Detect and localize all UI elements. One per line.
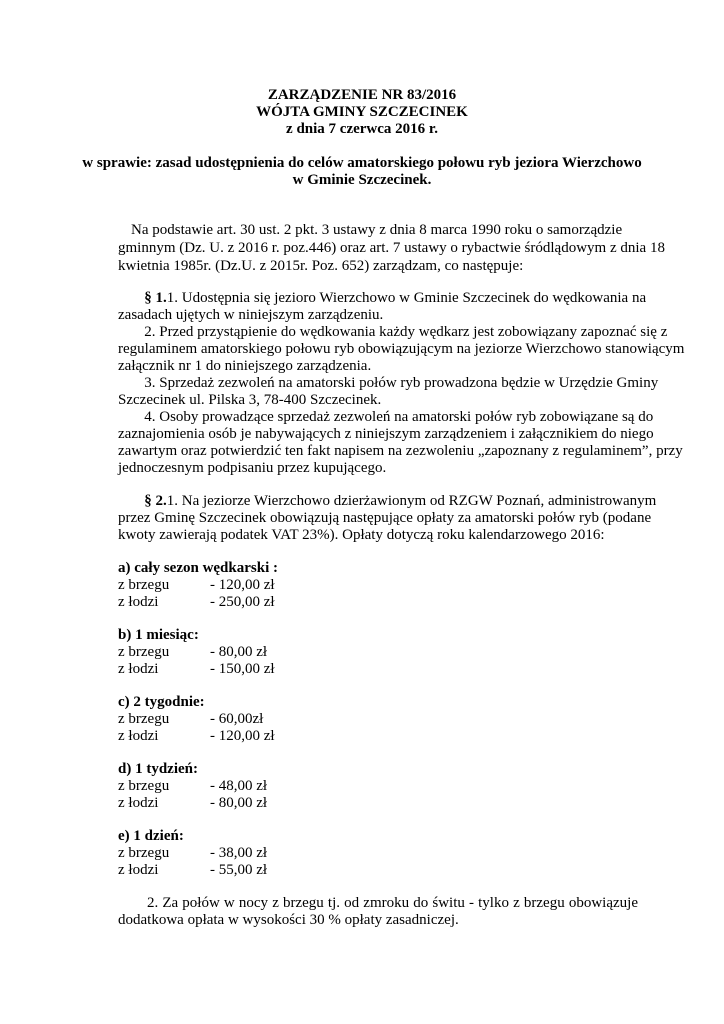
fee-value: - 250,00 zł <box>210 594 275 610</box>
preamble-line-3: kwietnia 1985r. (Dz.U. z 2015r. Poz. 652) zarządzam, co następuje: <box>118 258 524 274</box>
s1-line-7: Szczecinek ul. Pilska 3, 78-400 Szczecinek. <box>118 392 382 408</box>
night-line-2: dodatkowa opłata w wysokości 30 % opłaty zasadniczej. <box>118 912 459 928</box>
s1-text-3: 2. Przed przystąpienie do wędkowania każdy wędkarz jest zobowiązany zapoznać się z <box>144 324 668 340</box>
fee-value: - 80,00 zł <box>210 644 268 660</box>
fee-value: - 48,00 zł <box>210 778 268 794</box>
document-title: ZARZĄDZENIE NR 83/2016 <box>267 87 457 103</box>
fee-label: z brzegu <box>118 845 170 861</box>
s1-line-8 <box>118 409 654 426</box>
s2-line-1 <box>118 493 657 510</box>
fee-value: - 60,00zł <box>210 711 264 727</box>
fee-label: z łodzi <box>118 728 159 744</box>
night-line-1 <box>118 895 638 912</box>
s1-text-6: 3. Sprzedaż zezwoleń na amatorski połów ryb prowadzona będzie w Urzędzie Gminy <box>144 375 659 391</box>
fee-label: z brzegu <box>118 711 170 727</box>
s2-mark: § 2. <box>144 493 167 509</box>
fee-label: z brzegu <box>118 778 170 794</box>
fee-heading-a: a) cały sezon wędkarski : <box>118 560 278 576</box>
s1-line-3 <box>118 324 667 341</box>
s2-text-1: 1. Na jeziorze Wierzchowo dzierżawionym od RZGW Poznań, administrowanym <box>166 493 657 509</box>
s2-line-2: przez Gminę Szczecinek obowiązują następujące opłaty za amatorski połów ryb (podane <box>118 510 652 526</box>
night-text-1: 2. Za połów w nocy z brzegu tj. od zmroku do świtu - tylko z brzegu obowiązuje <box>146 895 638 911</box>
fee-value: - 80,00 zł <box>210 795 268 811</box>
fee-label: z brzegu <box>118 577 170 593</box>
s1-text-8: 4. Osoby prowadzące sprzedaż zezwoleń na amatorski połów ryb zobowiązane są do <box>144 409 654 425</box>
s1-line-4: regulaminem amatorskiego połowu ryb obowiązującym na jeziorze Wierzchowo stanowiącym <box>118 341 685 357</box>
fee-label: z brzegu <box>118 644 170 660</box>
fee-heading-e: e) 1 dzień: <box>118 828 184 844</box>
s1-line-10: zawartym oraz potwierdzić ten fakt napisem na zezwoleniu „zapoznany z regulaminem”, przy <box>118 443 683 459</box>
preamble-line-2: gminnym (Dz. U. z 2016 r. poz.446) oraz art. 7 ustawy o rybactwie śródlądowym z dnia 18 <box>118 240 665 256</box>
s1-line-9: zaznajomienia osób je nabywających z niniejszym zarządzeniem i załącznikiem do niego <box>118 426 654 442</box>
fee-label: z łodzi <box>118 594 159 610</box>
fee-label: z łodzi <box>118 661 159 677</box>
s1-line-5: załącznik nr 1 do niniejszego zarządzenia. <box>118 358 372 374</box>
s1-text-1: 1. Udostępnia się jezioro Wierzchowo w Gminie Szczecinek do wędkowania na <box>166 290 647 306</box>
fee-value: - 120,00 zł <box>210 577 275 593</box>
s1-line-1 <box>118 290 647 307</box>
fee-value: - 120,00 zł <box>210 728 275 744</box>
fee-value: - 55,00 zł <box>210 862 268 878</box>
preamble-line-1: Na podstawie art. 30 ust. 2 pkt. 3 ustawy z dnia 8 marca 1990 roku o samorządzie <box>131 222 623 238</box>
subject-line-1: w sprawie: zasad udostępnienia do celów amatorskiego połowu ryb jeziora Wierzchowo <box>82 155 642 171</box>
fee-heading-c: c) 2 tygodnie: <box>118 694 205 710</box>
issuer-title: WÓJTA GMINY SZCZECINEK <box>256 104 468 120</box>
s1-line-11: jednoczesnym podpisaniu przez kupującego. <box>118 460 387 476</box>
s1-line-6 <box>118 375 659 392</box>
s1-mark: § 1. <box>144 290 167 306</box>
fee-value: - 150,00 zł <box>210 661 275 677</box>
fee-value: - 38,00 zł <box>210 845 268 861</box>
document-date: z dnia 7 czerwca 2016 r. <box>286 121 438 137</box>
s2-line-3: kwoty zawierają podatek VAT 23%). Opłaty dotyczą roku kalendarzowego 2016: <box>118 527 605 543</box>
fee-label: z łodzi <box>118 862 159 878</box>
fee-label: z łodzi <box>118 795 159 811</box>
fee-heading-d: d) 1 tydzień: <box>118 761 198 777</box>
s1-line-2: zasadach ujętych w niniejszym zarządzeniu. <box>118 307 384 323</box>
fee-heading-b: b) 1 miesiąc: <box>118 627 199 643</box>
subject-line-2: w Gminie Szczecinek. <box>292 172 432 188</box>
